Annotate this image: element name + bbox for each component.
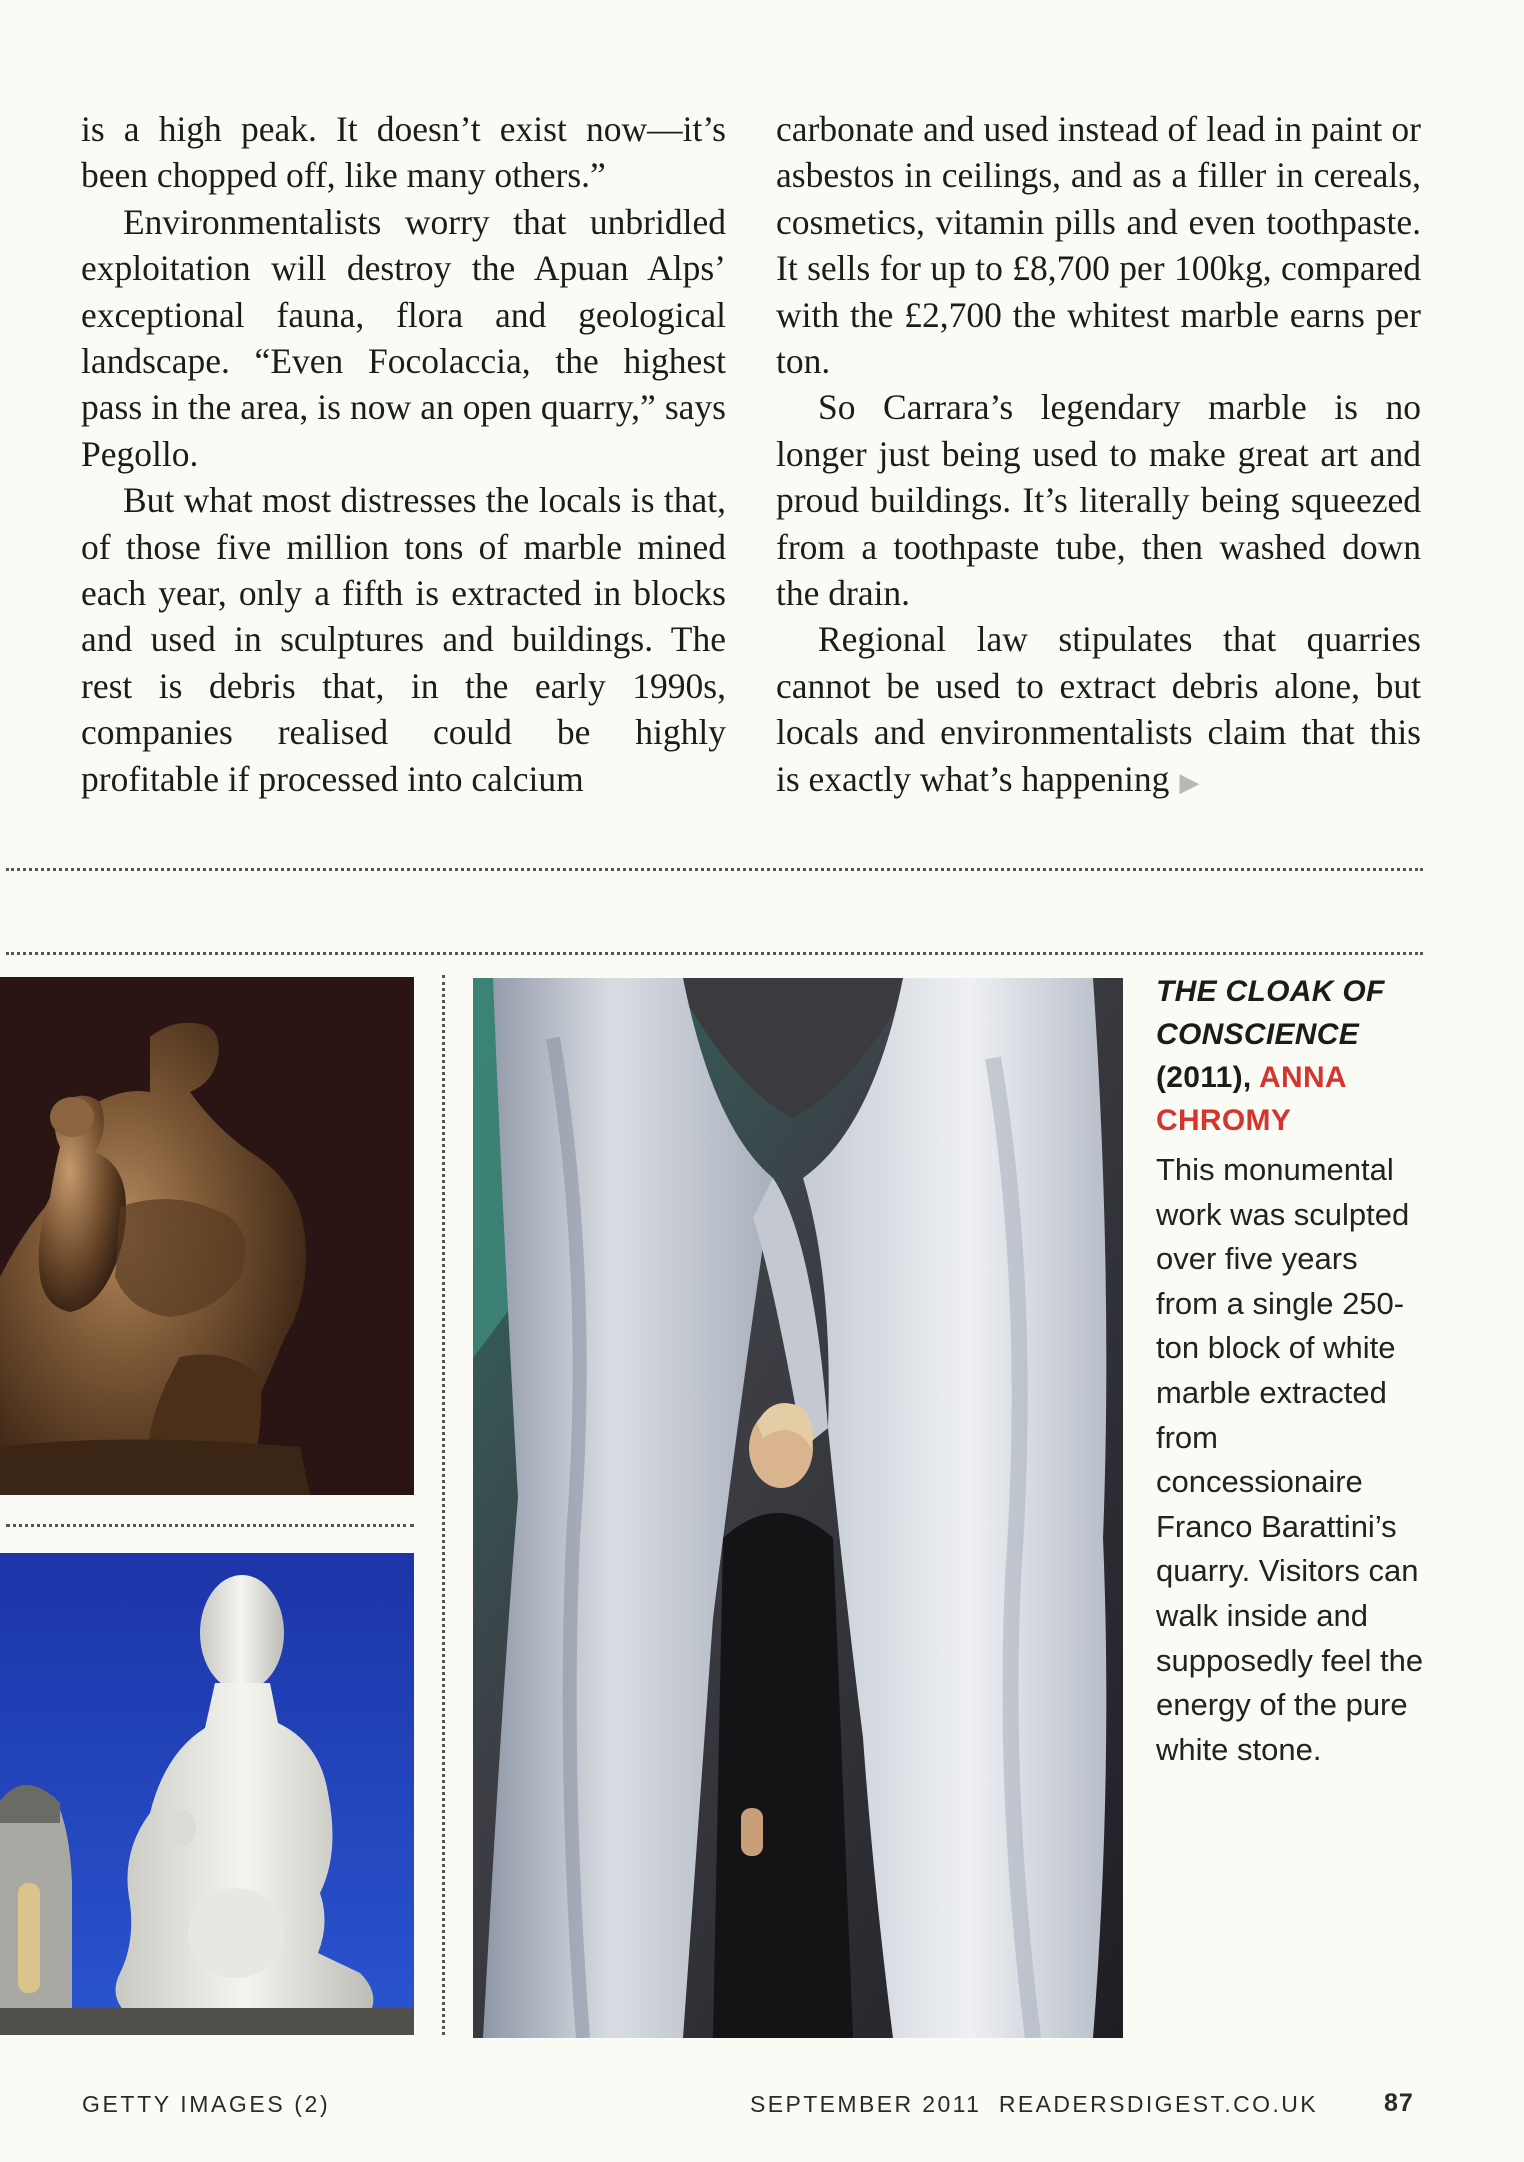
caption-title-year: (2011),: [1156, 1061, 1252, 1094]
photo-divider: [6, 1524, 414, 1527]
photo-marble-figure: [0, 1553, 414, 2035]
photo-column-divider: [442, 975, 445, 2035]
article-paragraph: [776, 616, 1421, 806]
caption-title-work: THE CLOAK OF CONSCIENCE: [1156, 975, 1385, 1051]
section-divider: [6, 868, 1423, 871]
article-column-left: [81, 106, 726, 802]
article-paragraph: But what most distresses the locals is that, of those five million tons of marble mined each year, only a fifth is extracted in blocks and used in sculptures and buildings. The rest is debris that, in the early 1990s, companies realised could be highly profitable if processed into calcium: [81, 480, 726, 799]
cloak-sculpture-image: [473, 978, 1123, 2038]
caption-title: [1156, 970, 1426, 1142]
photo-caption: [1156, 970, 1426, 1772]
bronze-sculpture-image: [0, 977, 414, 1495]
marble-figure-image: [0, 1553, 414, 2035]
page-number: 87: [1384, 2089, 1414, 2117]
caption-title-artist: ANNA CHROMY: [1156, 1061, 1346, 1137]
photo-cloak-of-conscience: [473, 978, 1123, 2038]
article-paragraph: is a high peak. It doesn’t exist now—it’s been chopped off, like many others.”: [81, 109, 726, 196]
article-paragraph: Environmentalists worry that unbridled exploitation will destroy the Apuan Alps’ exceptional fauna, flora and geological landscape. “Even Focolaccia, the highest pass in the area, is now an open quarry,” says Pegollo.: [81, 201, 726, 474]
article-paragraph: carbonate and used instead of lead in paint or asbestos in ceilings, and as a filler in cereals, cosmetics, vitamin pills and even toothpaste. It sells for up to £8,700 per 100kg, compared with the £2,700 the whitest marble earns per ton.: [776, 109, 1421, 382]
caption-body: This monumental work was sculpted over five years from a single 250-ton block of white marble extracted from concessionaire Franco Barattini’s quarry. Visitors can walk inside and supposedly feel the energy of the pure white stone.: [1156, 1152, 1424, 1767]
photo-bronze-sculpture: [0, 977, 414, 1495]
footer-issue-site: SEPTEMBER 2011 READERSDIGEST.CO.UK: [750, 2091, 1318, 2117]
article-column-right: [776, 106, 1421, 806]
article-paragraph-text: Regional law stipulates that quarries cannot be used to extract debris alone, but locals and environmentalists claim that this is exactly what’s happening: [776, 619, 1421, 799]
section-divider: [6, 952, 1423, 955]
photo-credit: GETTY IMAGES (2): [82, 2091, 331, 2117]
continue-arrow-icon: ▶: [1179, 767, 1200, 797]
article-paragraph: So Carrara’s legendary marble is no longer just being used to make great art and proud buildings. It’s literally being squeezed from a toothpaste tube, then washed down the drain.: [776, 387, 1421, 614]
